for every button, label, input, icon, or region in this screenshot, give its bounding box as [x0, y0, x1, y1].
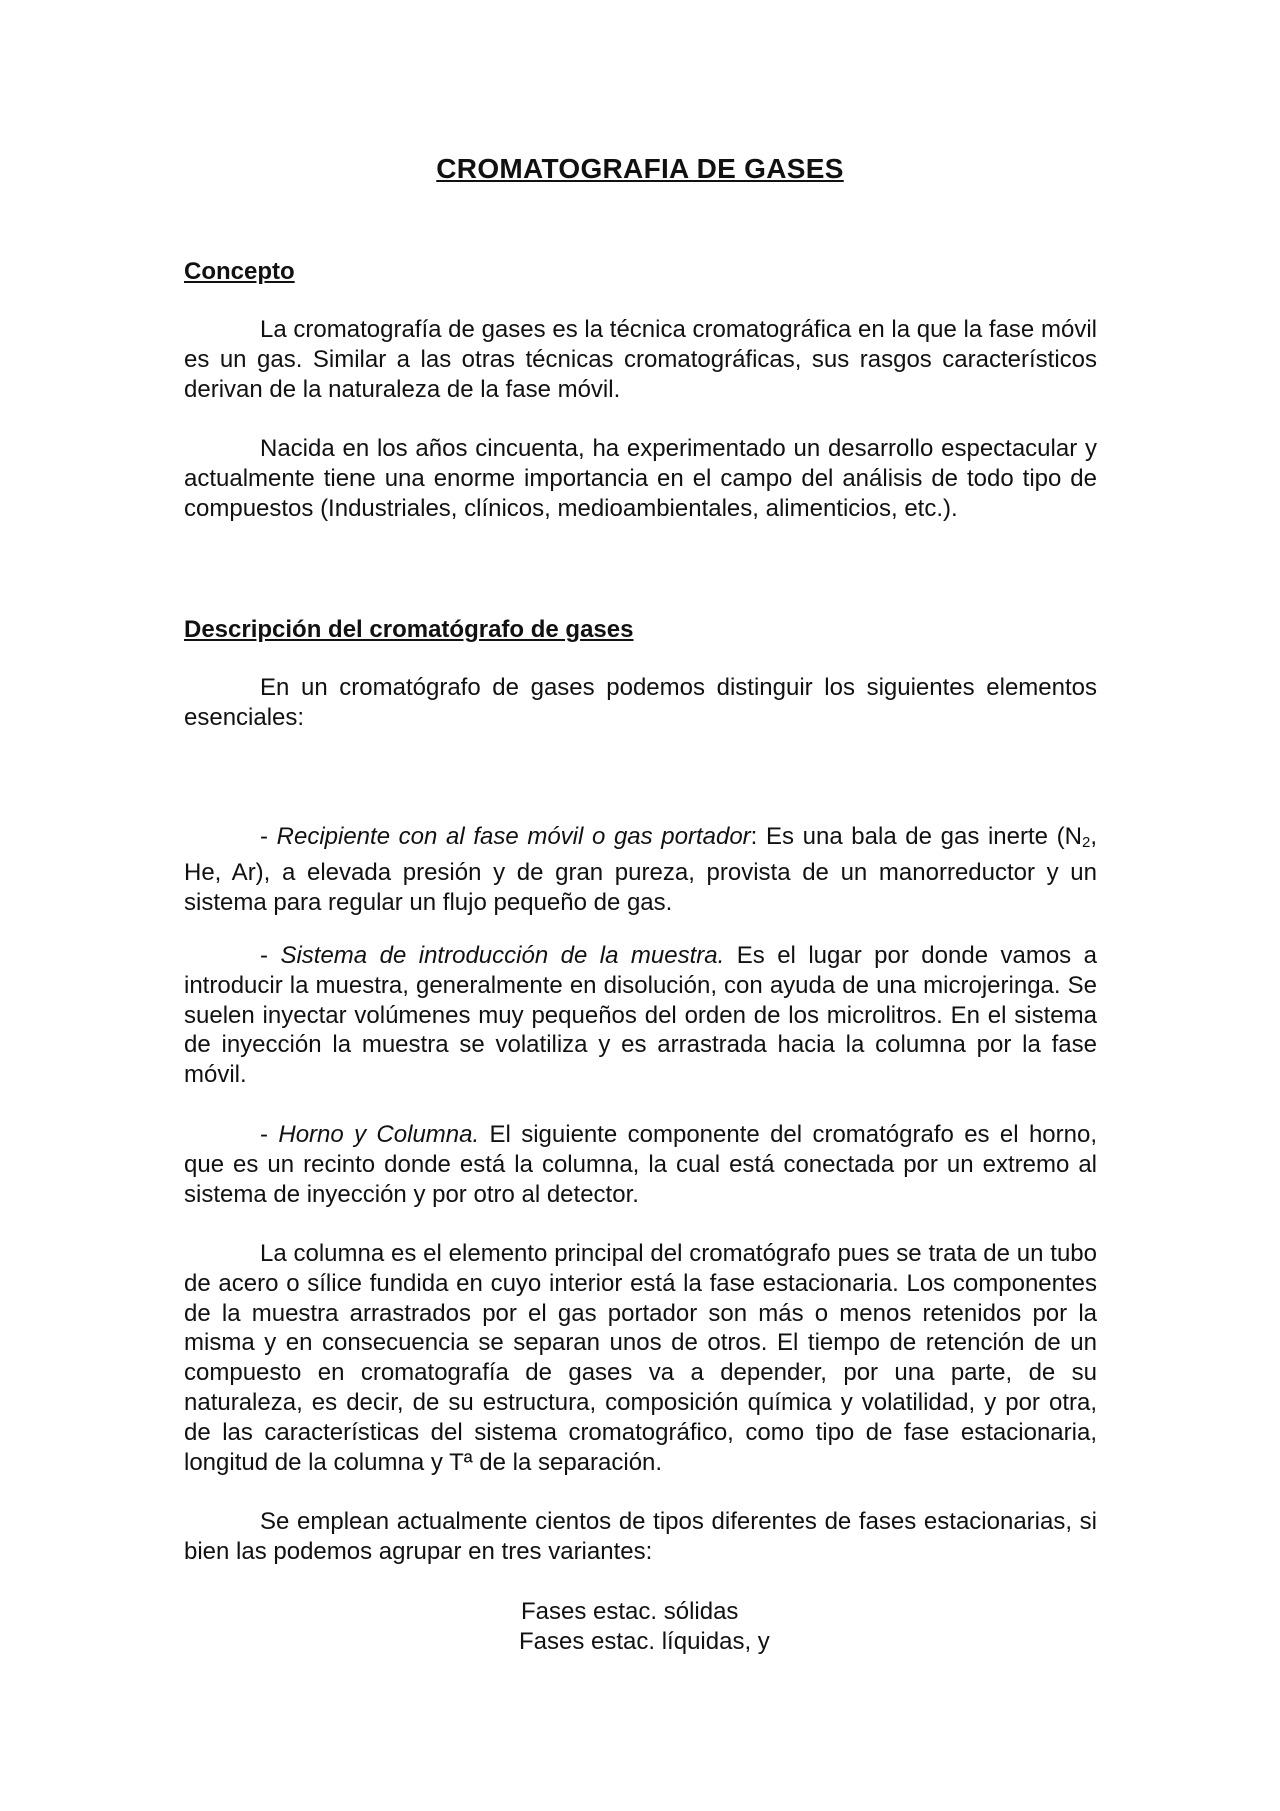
paragraph-descripcion-intro: En un cromatógrafo de gases podemos distinguir los siguientes elementos esenciales:	[184, 674, 1097, 731]
list-item-sistema-introduccion	[184, 941, 1097, 1090]
section-heading-descripcion: Descripción del cromatógrafo de gases	[184, 616, 634, 643]
item-dash: -	[260, 1121, 279, 1148]
item-dash: -	[260, 942, 281, 969]
list-item-recipiente	[184, 822, 1097, 917]
list-item-horno-columna	[184, 1120, 1097, 1209]
item-dash: -	[260, 823, 277, 850]
item-term-sistema: Sistema de introducción de la muestra.	[280, 942, 725, 969]
paragraph-concepto-1: La cromatografía de gases es la técnica cromatográfica en la que la fase móvil es un gas. Similar a las otras técnicas cromatográficas, sus rasgos característicos derivan de la naturaleza de la fase móvil.	[184, 316, 1097, 403]
fases-list-item: Fases estac. sólidas	[521, 1598, 739, 1625]
item-text: Es el lugar por donde vamos a introducir la muestra, generalmente en disolución, con ayuda de una microjeringa. Se suelen inyectar volúmenes muy pequeños del orden de los microlitros. En el sistema de inyección la muestra se volatiliza y es arrastrada hacia la columna por la fase móvil.	[184, 942, 1097, 1089]
item-text-a: : Es una bala de gas inerte (N	[750, 823, 1082, 850]
subscript-2: 2	[1081, 834, 1091, 851]
document-title: CROMATOGRAFIA DE GASES	[436, 153, 844, 184]
item-text: El siguiente componente del cromatógrafo es el horno, que es un recinto donde está la columna, la cual está conectada por un extremo al sistema de inyección y por otro al detector.	[184, 1121, 1097, 1208]
section-heading-concepto: Concepto	[184, 258, 295, 285]
fases-list-item: Fases estac. líquidas, y	[519, 1628, 770, 1655]
paragraph-fases: Se emplean actualmente cientos de tipos diferentes de fases estacionarias, si bien las podemos agrupar en tres variantes:	[184, 1508, 1097, 1565]
item-term-horno: Horno y Columna.	[278, 1121, 480, 1148]
paragraph-columna: La columna es el elemento principal del cromatógrafo pues se trata de un tubo de acero o sílice fundida en cuyo interior está la fase estacionaria. Los componentes de la muestra arrastrados por el gas portador son más o menos retenidos por la misma y en consecuencia se separan unos de otros. El tiempo de retención de un compuesto en cromatografía de gases va a depender, por una parte, de su naturaleza, es decir, de su estructura, composición química y volatilidad, y por otra, de las características del sistema cromatográfico, como tipo de fase estacionaria, longitud de la columna y Tª de la separación.	[184, 1240, 1097, 1476]
item-text-b: , He, Ar), a elevada presión y de gran pureza, provista de un manorreductor y un sistema para regular un flujo pequeño de gas.	[184, 823, 1097, 916]
item-term-recipiente: Recipiente con al fase móvil o gas portador	[276, 823, 751, 850]
paragraph-concepto-2: Nacida en los años cincuenta, ha experimentado un desarrollo espectacular y actualmente tiene una enorme importancia en el campo del análisis de todo tipo de compuestos (Industriales, clínicos, medioambientales, alimenticios, etc.).	[184, 435, 1097, 522]
